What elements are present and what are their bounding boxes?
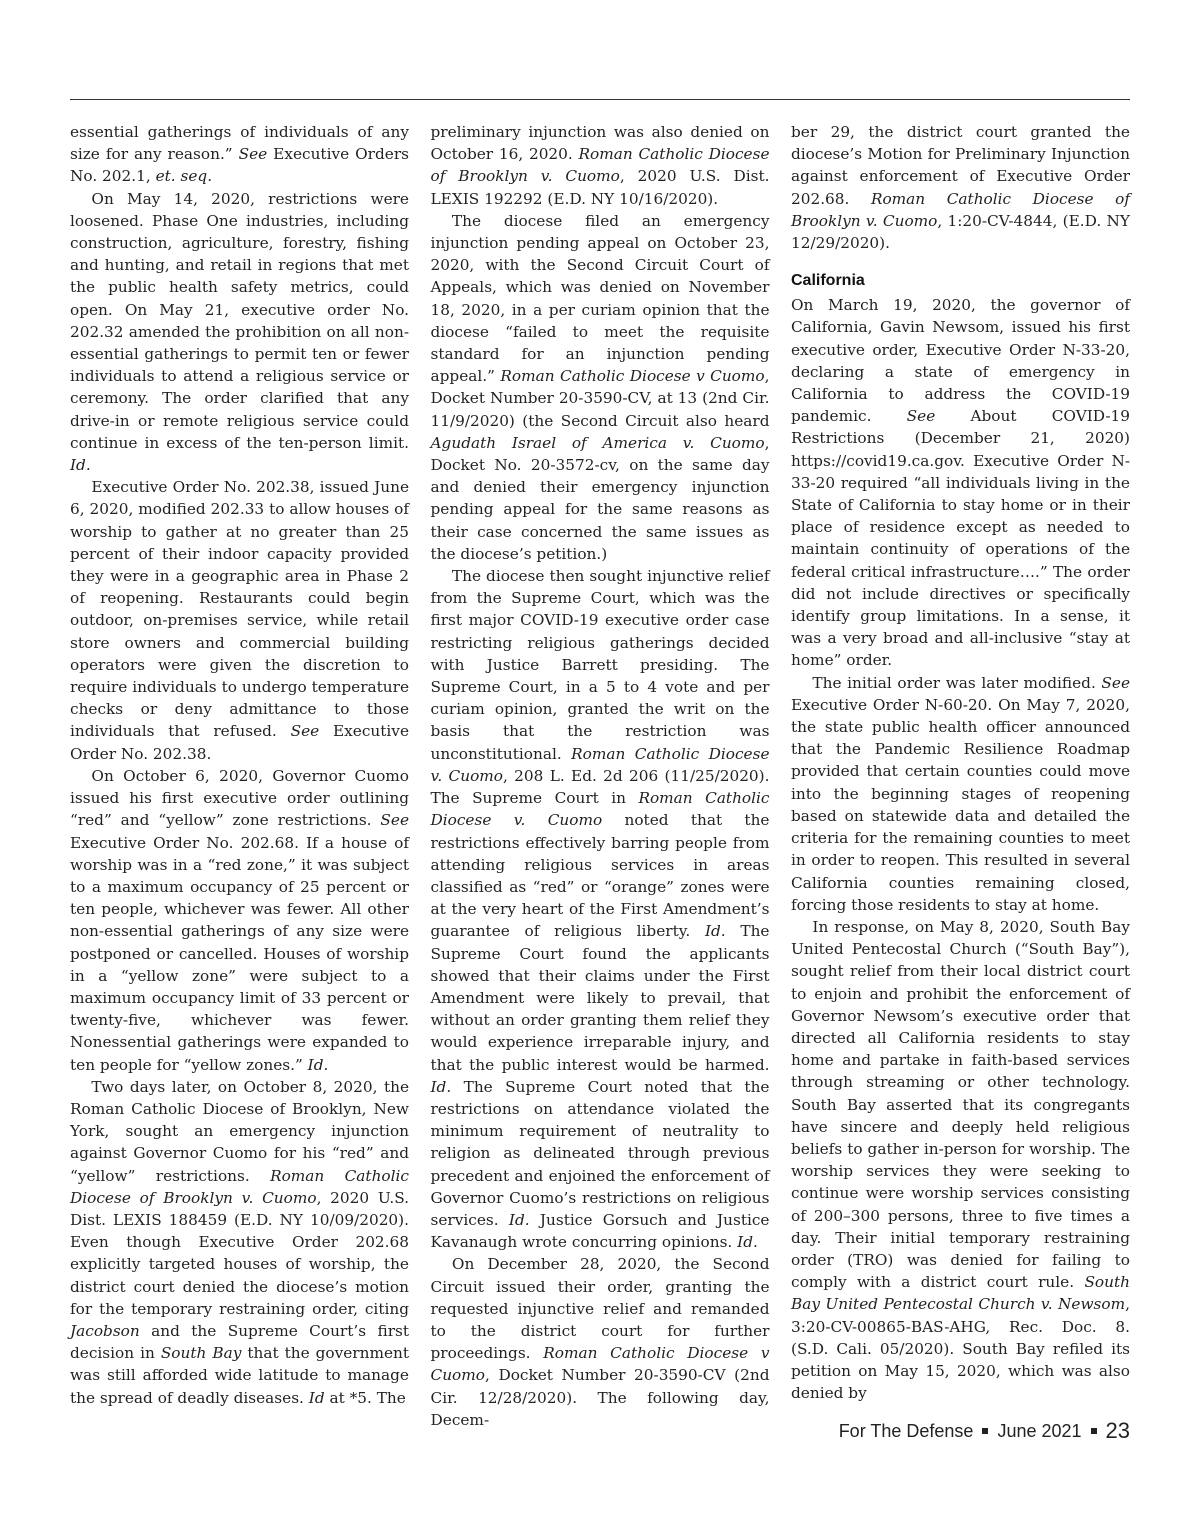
separator-square-icon [1091, 1428, 1097, 1434]
paragraph: Executive Order No. 202.38, issued June 6, 2020, modified 202.33 to allow houses of worship to gather at no greater than 25 percent of their indoor capacity provided they were in a geographic area in Phase 2 of reopening. Restaurants could begin outdoor, on-premises service, while retail store owners and commercial building operators were given the discretion to require individuals to undergo temperature checks or deny admittance to those individuals that refused. See Executive Order No. 202.38. [70, 478, 409, 763]
column-left [70, 121, 409, 1431]
paragraph: On December 28, 2020, the Second Circuit issued their order, granting the requested injunctive relief and remanded to the district court for further proceedings. Roman Catholic Diocese v Cuomo, Docket Number 20-3590-CV (2nd Cir. 12/28/2020). The following day, Decem- [430, 1255, 770, 1429]
paragraph: On October 6, 2020, Governor Cuomo issued his first executive order outlining “red” and “yellow” zone restrictions. See Executive Order No. 202.68. If a house of worship was in a “red zone,” it was subject to a maximum occupancy of 25 percent or ten people, whichever was fewer. All other non-essential gatherings of any size were postponed or cancelled. Houses of worship in a “yellow zone” were subject to a maximum occupancy limit of 33 percent or twenty-five, whichever was fewer. Nonessential gatherings were expanded to ten people for “yellow zones.” Id. [70, 766, 409, 1074]
column-right [791, 121, 1130, 1431]
column-middle [431, 121, 770, 1431]
paragraph: The initial order was later modified. See Executive Order N-60-20. On May 7, 2020, the state public health officer announced that the Pandemic Resilience Roadmap provided that certain counties could move into the beginning stages of reopening based on statewide data and detailed the criteria for the remaining counties to meet in order to reopen. This resulted in several California counties remaining closed, forcing those residents to stay at home. [791, 673, 1130, 914]
paragraph: In response, on May 8, 2020, South Bay United Pentecostal Church (“South Bay”), sought relief from their local district court to enjoin and prohibit the enforcement of Governor Newsom’s executive order that directed all California residents to stay home and partake in faith-based services through streaming or other technology. South Bay asserted that its congregants have sincere and deeply held religious beliefs to gather in-person for worship. The worship services they were seeking to continue were worship services consisting of 200–300 persons, three to five times a day. Their initial temporary restraining order (TRO) was denied for failing to comply with a district court rule. South Bay United Pentecostal Church v. Newsom, 3:20-CV-00865-BAS-AHG, Rec. Doc. 8. (S.D. Cali. 05/2020). South Bay refiled its petition on May 15, 2020, which was also denied by [791, 917, 1130, 1403]
paragraph: ber 29, the district court granted the diocese’s Motion for Preliminary Injunction against enforcement of Executive Order 202.68. Roman Catholic Diocese of Brooklyn v. Cuomo, 1:20-CV-4844, (E.D. NY 12/29/2020). [791, 123, 1130, 253]
issue-date: June 2021 [997, 1420, 1082, 1441]
paragraph: On March 19, 2020, the governor of California, Gavin Newsom, issued his first executive order, Executive Order N-33-20, declaring a state of emergency in California to address the COVID-19 pandemic. See About COVID-19 Restrictions (December 21, 2020) https://covid19.ca.gov. Executive Order N-33-20 required “all individuals living in the State of California to stay home or in their place of residence except as needed to maintain continuity of operations of the federal critical infrastructure….” The order did not include directives or specifically identify group limitations. In a sense, it was a very broad and all-inclusive “stay at home” order. [791, 296, 1130, 670]
paragraph: The diocese then sought injunctive relief from the Supreme Court, which was the first major COVID-19 executive order case restricting religious gatherings decided with Justice Barrett presiding. The Supreme Court, in a 5 to 4 vote and per curiam opinion, granted the writ on the basis that the restriction was unconstitutional. Roman Catholic Diocese v. Cuomo, 208 L. Ed. 2d 206 (11/25/2020). The Supreme Court in Roman Catholic Diocese v. Cuomo noted that the restrictions effectively barring people from attending religious services in areas classified as “red” or “orange” zones were at the very heart of the First Amendment’s guarantee of religious liberty. Id. The Supreme Court found the applicants showed that their claims under the First Amendment were likely to prevail, that without an order granting them relief they would experience irreparable injury, and that the public interest would be harmed. Id. The Supreme Court noted that the restrictions on attendance violated the minimum requirement of neutrality to religion as delineated through previous precedent and enjoined the enforcement of Governor Cuomo’s restrictions on religious services. Id. Justice Gorsuch and Justice Kavanaugh wrote concurring opinions. Id. [430, 567, 770, 1252]
publication-name: For The Defense [838, 1420, 974, 1441]
page-number: 23 [1105, 1418, 1130, 1443]
paragraph: essential gatherings of individuals of any size for any reason.” See Executive Orders No. 202.1, et. seq. [70, 123, 409, 186]
separator-square-icon [982, 1428, 988, 1434]
top-rule [70, 99, 1130, 100]
paragraph: The diocese filed an emergency injunction pending appeal on October 23, 2020, with the Second Circuit Court of Appeals, which was denied on November 18, 2020, in a per curiam opinion that the diocese “failed to meet the requisite standard for an injunction pending appeal.” Roman Catholic Diocese v Cuomo, Docket Number 20-3590-CV, at 13 (2nd Cir. 11/9/2020) (the Second Circuit also heard Agudath Israel of America v. Cuomo, Docket No. 20-3572-cv, on the same day and denied their emergency injunction pending appeal for the same reasons as their case concerned the same issues as the diocese’s petition.) [430, 211, 770, 563]
section-heading: California [791, 272, 865, 290]
paragraph: On May 14, 2020, restrictions were loosened. Phase One industries, including construction, agriculture, forestry, fishing and hunting, and retail in regions that met the public health safety metrics, could open. On May 21, executive order No. 202.32 amended the prohibition on all non-essential gatherings to permit ten or fewer individuals to attend a religious service or ceremony. The order clarified that any drive-in or remote religious service could continue in excess of the ten-person limit. Id. [70, 189, 409, 475]
paragraph: Two days later, on October 8, 2020, the Roman Catholic Diocese of Brooklyn, New York, sought an emergency injunction against Governor Cuomo for his “red” and “yellow” restrictions. Roman Catholic Diocese of Brooklyn v. Cuomo, 2020 U.S. Dist. LEXIS 188459 (E.D. NY 10/09/2020). Even though Executive Order 202.68 explicitly targeted houses of worship, the district court denied the diocese’s motion for the temporary restraining order, citing Jacobson and the Supreme Court’s first decision in South Bay that the government was still afforded wide latitude to manage the spread of deadly diseases. Id at *5. The [70, 1077, 410, 1407]
paragraph: preliminary injunction was also denied on October 16, 2020. Roman Catholic Diocese of Brooklyn v. Cuomo, 2020 U.S. Dist. LEXIS 192292 (E.D. NY 10/16/2020). [430, 123, 770, 208]
page-footer [839, 1418, 1130, 1444]
article-body [70, 121, 1130, 1431]
